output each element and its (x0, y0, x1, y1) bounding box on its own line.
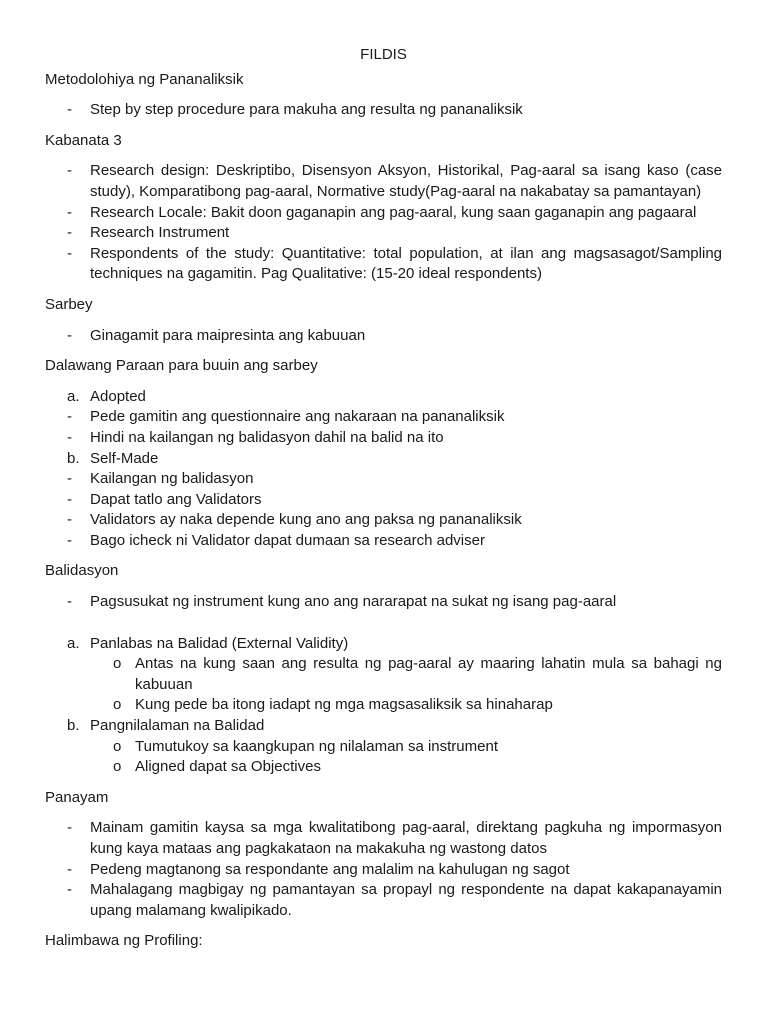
bullet-marker: - (67, 860, 72, 878)
document-title: FILDIS (360, 46, 407, 63)
list-item-text: Ginagamit para maipresinta ang kabuuan (90, 326, 366, 344)
list-item (45, 161, 722, 202)
list-item (45, 654, 722, 695)
list-sarbey (45, 326, 722, 347)
list-balidasyon-types-b (45, 716, 722, 737)
section-heading-dalawang-paraan: Dalawang Paraan para buuin ang sarbey (45, 357, 318, 375)
section-heading-balidasyon: Balidasyon (45, 562, 119, 580)
list-kabanata (45, 161, 722, 285)
list-item (45, 716, 722, 737)
list-item-text: Step by step procedure para makuha ang resulta ng pananaliksik (90, 101, 523, 119)
circle-marker: o (113, 655, 122, 673)
bullet-marker: - (67, 428, 72, 446)
list-item-text: Validators ay naka depende kung ano ang paksa ng pananaliksik (90, 511, 522, 529)
list-item-text: Kung pede ba itong iadapt ng mga magsasaliksik sa hinaharap (135, 696, 553, 714)
list-item-text: Mainam gamitin kaysa sa mga kwalitatibong pag-aaral, direktang pagkuha ng impormasyon kung kaya mataas ang pagkakataon na makakuha ng wastong datos (90, 819, 722, 857)
bullet-marker: - (67, 490, 72, 508)
bullet-marker: - (67, 224, 72, 242)
list-item-text: Pagsusukat ng instrument kung ano ang nararapat na sukat ng isang pag-aaral (90, 593, 617, 611)
list-item-text: Self-Made (90, 449, 159, 467)
bullet-marker: - (67, 511, 72, 529)
letter-marker: b. (67, 717, 80, 735)
list-item (45, 818, 722, 859)
section-heading-kabanata: Kabanata 3 (45, 131, 122, 149)
sublist-panlabas (45, 654, 722, 716)
list-balidasyon (45, 592, 722, 613)
list-metodolohiya (45, 100, 722, 121)
list-item (45, 860, 722, 881)
bullet-marker: - (67, 326, 72, 344)
list-item (45, 244, 722, 285)
list-item (45, 469, 722, 490)
circle-marker: o (113, 696, 122, 714)
list-item-text: Tumutukoy sa kaangkupan ng nilalaman sa instrument (135, 737, 498, 755)
bullet-marker: - (67, 819, 72, 837)
section-heading-metodolohiya: Metodolohiya ng Pananaliksik (45, 70, 244, 88)
list-item-text: Aligned dapat sa Objectives (135, 758, 321, 776)
circle-marker: o (113, 758, 122, 776)
list-item-text: Respondents of the study: Quantitative: total population, at ilan ang magsasagot/Sampling techniques na gagamitin. Pag Qualitative: (15-20 ideal respondents) (90, 244, 722, 283)
list-item-text: Dapat tatlo ang Validators (90, 490, 262, 508)
list-item-text: Adopted (90, 387, 146, 405)
list-item (45, 100, 722, 121)
list-balidasyon-types (45, 634, 722, 655)
list-item-text: Bago icheck ni Validator dapat dumaan sa research adviser (90, 531, 485, 549)
section-heading-halimbawa: Halimbawa ng Profiling: (45, 932, 203, 950)
letter-marker: a. (67, 387, 80, 405)
bullet-marker: - (67, 531, 72, 549)
list-panayam (45, 818, 722, 921)
list-item (45, 737, 722, 758)
list-item-text: Hindi na kailangan ng balidasyon dahil na balid na ito (90, 428, 444, 446)
list-item-text: Pedeng magtanong sa respondante ang malalim na kahulugan ng sagot (90, 860, 570, 878)
bullet-marker: - (67, 470, 72, 488)
circle-marker: o (113, 737, 122, 755)
list-item-text: Panlabas na Balidad (External Validity) (90, 634, 349, 652)
bullet-marker: - (67, 408, 72, 426)
list-item-text: Pangnilalaman na Balidad (90, 717, 265, 735)
bullet-marker: - (67, 244, 72, 262)
sublist-pangnilalaman (45, 737, 722, 778)
list-item (45, 223, 722, 244)
list-dalawang-paraan (45, 387, 722, 552)
list-item (45, 203, 722, 224)
bullet-marker: - (67, 162, 72, 180)
list-item-text: Research design: Deskriptibo, Disensyon Aksyon, Historikal, Pag-aaral sa isang kaso (case study), Komparatibong pag-aaral, Normative study(Pag-aaral na nakabatay sa pamantayan) (90, 162, 722, 200)
bullet-marker: - (67, 881, 72, 899)
list-item (45, 592, 722, 613)
list-item (45, 490, 722, 511)
list-item (45, 449, 722, 470)
list-item (45, 428, 722, 449)
list-item-text: Mahalagang magbigay ng pamantayan sa propayl ng respondente na dapat kakapanayamin upang malamang kwalipikado. (90, 881, 722, 919)
bullet-marker: - (67, 203, 72, 221)
letter-marker: a. (67, 634, 80, 652)
list-item (45, 510, 722, 531)
list-item (45, 407, 722, 428)
list-item (45, 634, 722, 655)
list-item (45, 531, 722, 552)
list-item-text: Antas na kung saan ang resulta ng pag-aaral ay maaring lahatin mula sa bahagi ng kabuuan (135, 655, 722, 693)
list-item (45, 695, 722, 716)
section-heading-sarbey: Sarbey (45, 295, 93, 313)
section-heading-panayam: Panayam (45, 788, 109, 806)
list-item (45, 326, 722, 347)
letter-marker: b. (67, 449, 80, 467)
bullet-marker: - (67, 593, 72, 611)
list-item-text: Research Locale: Bakit doon gaganapin ang pag-aaral, kung saan gaganapin ang pagaaral (90, 203, 697, 221)
list-item-text: Pede gamitin ang questionnaire ang nakaraan na pananaliksik (90, 408, 505, 426)
list-item (45, 387, 722, 408)
list-item-text: Kailangan ng balidasyon (90, 470, 254, 488)
list-item (45, 757, 722, 778)
list-item (45, 880, 722, 921)
list-item-text: Research Instrument (90, 224, 230, 242)
bullet-marker: - (67, 101, 72, 119)
